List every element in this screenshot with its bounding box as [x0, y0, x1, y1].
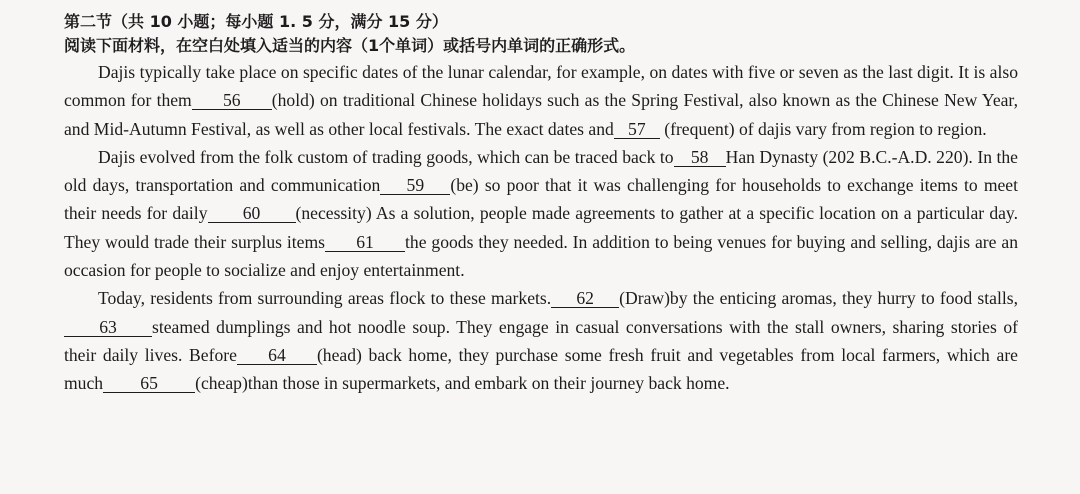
blank-59: 59 [380, 176, 450, 195]
p3-text-2: (Draw)by the enticing aromas, they hurry to food stalls, [619, 288, 1018, 309]
blank-65: 65 [103, 374, 195, 393]
paragraph-2 [64, 143, 1018, 284]
p1-text-1: Dajis typically take place on specific dates of the lunar calendar, for example, on dates with five or seven as the last digit. It is also common for them [64, 62, 1018, 111]
blank-57: 57 [614, 120, 660, 139]
p1-text-2: (hold) on traditional Chinese holidays such as the Spring Festival, also known as the Chinese New Year, and Mid-Autumn Festival, as well as other local festivals. The exact dates and [64, 90, 1018, 139]
p2-text-4: (necessity) As a solution, people made agreements to gather at a specific location on a particular day. They would trade their surplus items [64, 203, 1018, 252]
p2-text-1: Dajis evolved from the folk custom of trading goods, which can be traced back to [98, 146, 674, 167]
blank-64: 64 [237, 346, 317, 365]
paragraph-1 [64, 58, 1018, 143]
p2-text-5: the goods they needed. In addition to being venues for buying and selling, dajis are an occasion for people to socialize and enjoy entertainment. [64, 231, 1018, 281]
p3-text-3: steamed dumplings and hot noodle soup. They engage in casual conversations with the stall owners, sharing stories of their daily lives. Before [64, 316, 1018, 365]
p3-text-4: (head) back home, they purchase some fresh fruit and vegetables from local farmers, which are much [64, 344, 1018, 394]
blank-58: 58 [674, 148, 726, 167]
section-title: 第二节（共 10 小题；每小题 1. 5 分，满分 15 分） [64, 12, 448, 31]
p2-text-2: Han Dynasty (202 B.C.-A.D. 220). In the old days, transportation and communication [64, 146, 1018, 196]
p2-text-3: (be) so poor that it was challenging for households to exchange items to meet their needs for daily [64, 175, 1019, 224]
paragraph-3 [64, 284, 1018, 397]
blank-63: 63 [64, 318, 152, 337]
p3-text-1: Today, residents from surrounding areas flock to these markets. [98, 288, 552, 309]
instruction-line: 阅读下面材料，在空白处填入适当的内容（1个单词）或括号内单词的正确形式。 [64, 36, 636, 55]
blank-56: 56 [192, 91, 272, 110]
p3-text-5: (cheap)than those in supermarkets, and embark on their journey back home. [195, 373, 730, 394]
blank-61: 61 [325, 233, 405, 252]
blank-60: 60 [208, 204, 296, 223]
blank-62: 62 [551, 289, 619, 308]
p1-text-3: (frequent) of dajis vary from region to region. [664, 118, 987, 139]
